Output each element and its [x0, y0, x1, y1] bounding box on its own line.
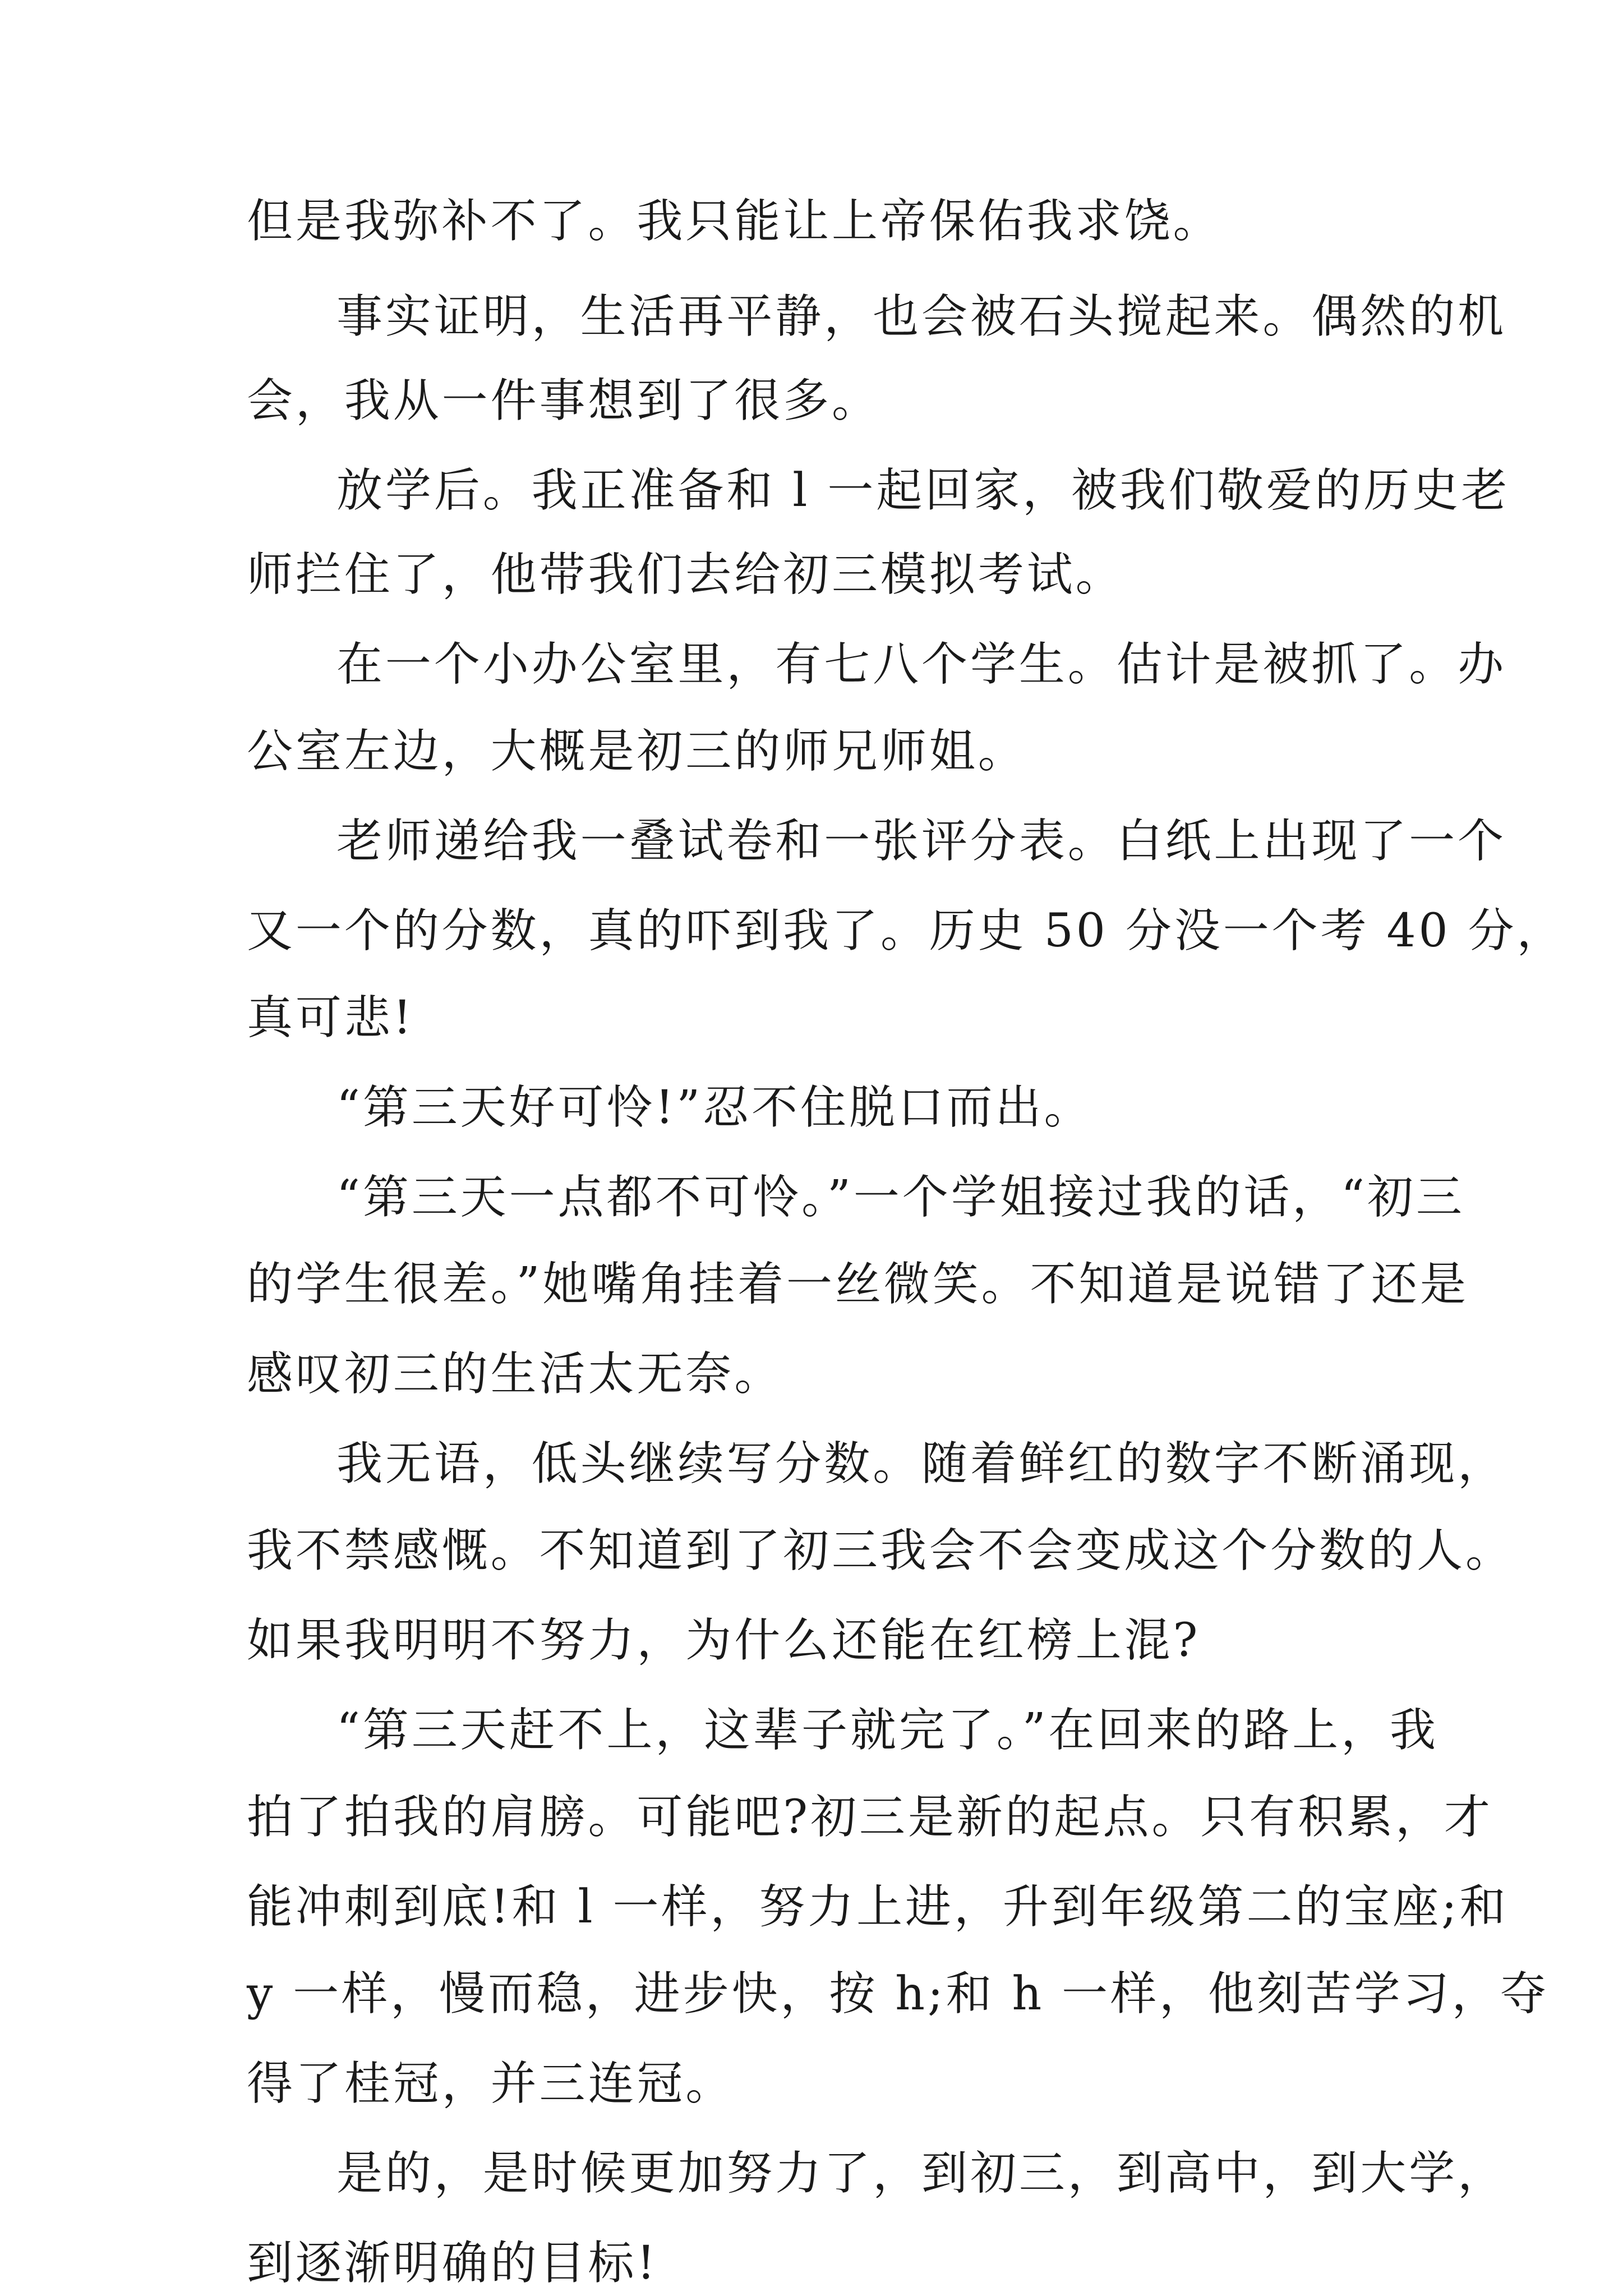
text-line: 得了桂冠，并三连冠。 — [247, 2057, 735, 2110]
text-line: 到逐渐明确的目标! — [247, 2237, 658, 2290]
text-line: 我不禁感慨。不知道到了初三我会不会变成这个分数的人。 — [247, 1524, 1514, 1577]
text-line: 会，我从一件事想到了很多。 — [247, 374, 880, 427]
text-line: 公室左边，大概是初三的师兄师姐。 — [247, 725, 1027, 778]
text-line: 放学后。我正准备和 l 一起回家，被我们敬爱的历史老 — [336, 464, 1510, 517]
text-line: 师拦住了，他带我们去给初三模拟考试。 — [247, 548, 1124, 601]
text-line: 老师递给我一叠试卷和一张评分表。白纸上出现了一个 — [336, 815, 1507, 868]
text-line: 的学生很差。”她嘴角挂着一丝微笑。不知道是说错了还是 — [247, 1258, 1469, 1311]
text-line: 我无语，低头继续写分数。随着鲜红的数字不断涌现， — [336, 1437, 1507, 1490]
text-line: y 一样，慢而稳，进步快，按 h;和 h 一样，他刻苦学习，夺 — [247, 1967, 1550, 2021]
text-line: 是的，是时候更加努力了，到初三，到高中，到大学， — [336, 2147, 1507, 2200]
text-line: 在一个小办公室里，有七八个学生。估计是被抓了。办 — [336, 638, 1507, 691]
text-line: “第三天好可怜!”忍不住脱口而出。 — [336, 1081, 1093, 1134]
text-line: 拍了拍我的肩膀。可能吧?初三是新的起点。只有积累，才 — [247, 1791, 1493, 1844]
text-line: 但是我弥补不了。我只能让上帝保佑我求饶。 — [247, 195, 1222, 248]
text-line: 又一个的分数，真的吓到我了。历史 50 分没一个考 40 分， — [247, 904, 1566, 958]
text-line: “第三天一点都不可怜。”一个学姐接过我的话，“初三 — [336, 1171, 1465, 1224]
text-line: “第三天赶不上，这辈子就完了。”在回来的路上，我 — [336, 1704, 1438, 1757]
text-line: 真可悲! — [247, 991, 414, 1045]
text-line: 能冲刺到底!和 l 一样，努力上进，升到年级第二的宝座;和 — [247, 1880, 1509, 1934]
text-line: 如果我明明不努力，为什么还能在红榜上混? — [247, 1614, 1201, 1667]
text-line: 感叹初三的生活太无奈。 — [247, 1347, 783, 1401]
text-line: 事实证明，生活再平静，也会被石头搅起来。偶然的机 — [336, 290, 1507, 343]
